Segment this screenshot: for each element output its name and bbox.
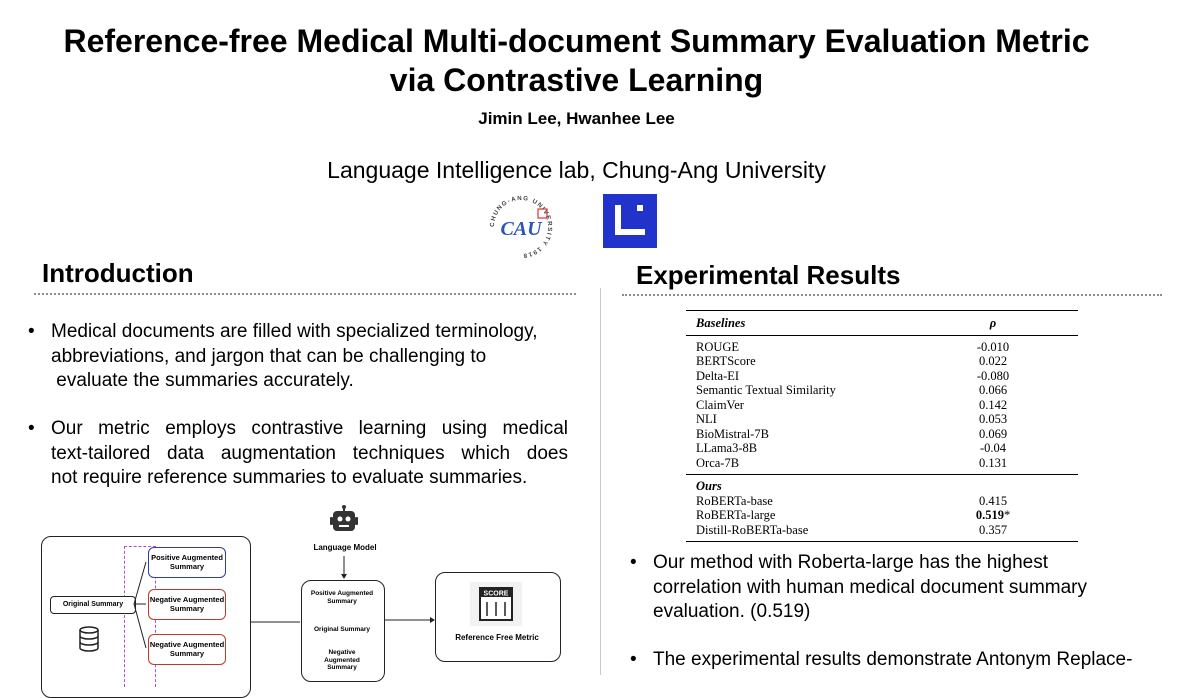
baseline-value: 0.022 (978, 354, 1008, 368)
table-row (686, 427, 1078, 442)
table-row (686, 398, 1078, 413)
baseline-name: Semantic Textual Similarity (696, 383, 836, 397)
table-row (686, 354, 1078, 369)
ours-value: 0.357 (978, 522, 1008, 537)
baseline-name: ROUGE (696, 339, 740, 354)
score-label: SCORE (483, 590, 509, 598)
ours-rows (686, 494, 1078, 542)
robot-icon (328, 505, 360, 537)
metric-label: Reference Free Metric (455, 633, 539, 642)
poster-title (0, 22, 1153, 100)
ours-name: RoBERTa-large (696, 508, 776, 522)
ours-value-cell (908, 494, 1078, 509)
baseline-value: 0.131 (978, 455, 1008, 470)
bullet-symbol: • (28, 418, 35, 439)
table-row (686, 383, 1078, 398)
ours-label-row (686, 475, 1078, 494)
baseline-value: -0.080 (976, 368, 1010, 383)
cau-logo (485, 195, 557, 259)
table-row (686, 508, 1078, 523)
baseline-value: 0.053 (978, 412, 1008, 426)
baseline-name: ClaimVer (696, 397, 744, 412)
affiliation: Language Intelligence lab, Chung-Ang University (327, 157, 826, 183)
table-row (686, 335, 1078, 354)
bullet-symbol: • (630, 649, 637, 670)
baseline-name: BioMistral-7B (696, 426, 769, 441)
bullet-line: abbreviations, and jargon that can be challenging to (51, 345, 487, 367)
ours-value-cell (908, 523, 1078, 542)
baseline-value: 0.066 (978, 383, 1008, 397)
bullet-symbol: • (630, 552, 637, 573)
baseline-name: Orca-7B (696, 455, 740, 470)
bullet-line: evaluation. (0.519) (653, 601, 811, 622)
baseline-value: 0.069 (978, 426, 1008, 441)
baseline-value: 0.142 (978, 397, 1008, 412)
bullet-line: Our method with Roberta-large has the highest (653, 552, 1048, 573)
column-divider (600, 288, 601, 675)
table-header-label: Baselines (696, 316, 746, 330)
results-table (686, 310, 1078, 542)
baseline-name: NLI (696, 412, 717, 426)
baseline-name: Delta-EI (696, 368, 740, 383)
original-summary-box: Original Summary (50, 596, 136, 614)
table-header-rho: ρ (989, 316, 997, 330)
bullet-line: text-tailored data augmentation techniques which does (51, 442, 568, 464)
title-line-1: Reference-free Medical Multi-document Summary Evaluation Metric (63, 23, 1090, 59)
positive-augmented-box: Positive Augmented Summary (148, 547, 226, 578)
results-divider (622, 294, 1162, 296)
cau-ring-text: CHUNG-ANG UNIVERSITY 1918 (488, 195, 554, 259)
lm-negative-text: Negative Augmented Summary (324, 649, 360, 671)
bullet-line: not require reference summaries to evaluate summaries. (51, 467, 528, 488)
introduction-bullet-2 (28, 417, 568, 491)
method-diagram (40, 500, 565, 675)
results-bullet-2 (630, 648, 1190, 673)
scoreboard-icon (470, 582, 522, 626)
ours-value: 0.415 (978, 493, 1008, 508)
ours-value: 0.519 (975, 508, 1004, 522)
bullet-symbol: • (28, 321, 35, 342)
baseline-value: -0.04 (979, 441, 1007, 455)
li-logo (603, 194, 657, 248)
negative-augmented-box-1: Negative Augmented Summary (148, 589, 226, 620)
lm-positive-text: Positive Augmented Summary (310, 590, 374, 605)
authors: Jimin Lee, Hwanhee Lee (478, 109, 675, 128)
table-row (686, 369, 1078, 384)
title-line-2: via Contrastive Learning (389, 62, 764, 98)
bullet-line: correlation with human medical document summary (653, 576, 1088, 598)
negative-augmented-box-2: Negative Augmented Summary (148, 634, 226, 665)
language-model-label: Language Model (313, 543, 377, 552)
results-bullet-1 (630, 551, 1170, 625)
baseline-value: -0.010 (976, 339, 1010, 354)
table-row (686, 523, 1078, 542)
table-row (686, 441, 1078, 456)
table-row (686, 456, 1078, 475)
bullet-line: Medical documents are filled with specialized terminology, (51, 321, 538, 342)
bullet-line: The experimental results demonstrate Antonym Replace- (653, 649, 1133, 670)
bullet-line: Our metric employs contrastive learning using medical (51, 418, 568, 439)
bullet-line: evaluate the summaries accurately. (51, 370, 354, 391)
ours-label: Ours (696, 479, 722, 493)
table-header-row (686, 311, 1078, 336)
introduction-heading: Introduction (42, 258, 194, 288)
table-row (686, 494, 1078, 509)
significance-mark: * (1003, 508, 1011, 522)
baseline-name: LLama3-8B (696, 441, 758, 455)
table-row (686, 412, 1078, 427)
results-heading: Experimental Results (636, 260, 901, 290)
database-icon (78, 626, 100, 652)
ours-section (686, 475, 1078, 494)
cau-logo-text: CAU (500, 218, 542, 240)
ours-name: RoBERTa-base (696, 493, 773, 508)
ours-name: Distill-RoBERTa-base (696, 522, 809, 537)
ours-value-cell (908, 508, 1078, 523)
baseline-rows (686, 335, 1078, 475)
introduction-divider (34, 293, 576, 295)
baseline-name: BERTScore (696, 354, 756, 368)
lm-original-text: Original Summary (314, 626, 370, 633)
introduction-bullet-1 (28, 320, 568, 394)
